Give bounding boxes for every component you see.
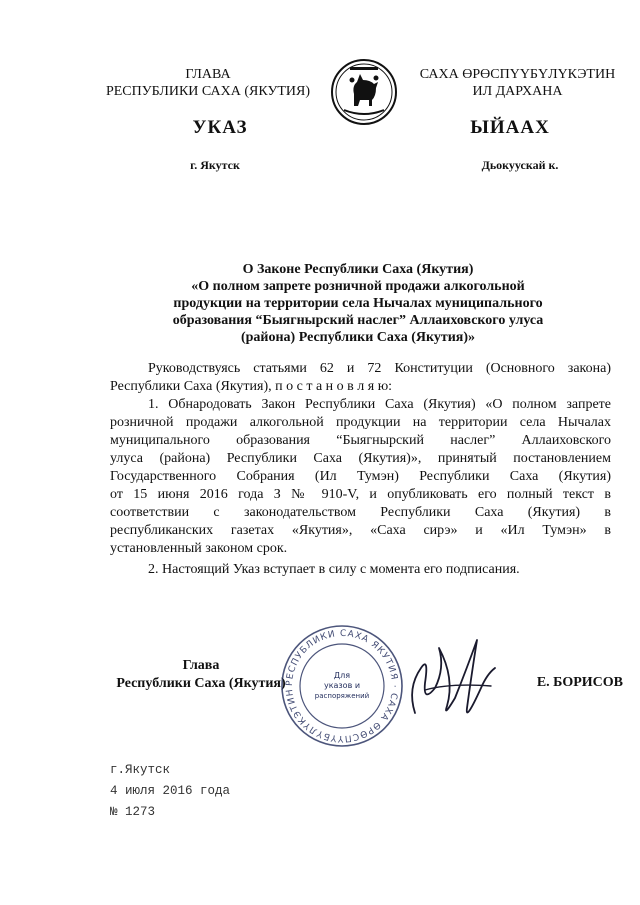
item1-line: от 15 июня 2016 года З № 910-V, и опубликовать его полный текст в xyxy=(110,487,611,502)
signatory-title xyxy=(106,657,296,693)
item1-line: соответствии с законодательством Республики Саха (Якутия) в xyxy=(110,505,611,520)
registration-footer xyxy=(110,760,230,823)
title-line: О Законе Республики Саха (Якутия) xyxy=(242,262,474,277)
header-left-line2: РЕСПУБЛИКИ САХА (ЯКУТИЯ) xyxy=(105,84,311,99)
item1-line: муниципального образования “Быягнырский наслег” Аллаиховского xyxy=(110,433,611,448)
header-right-line1: САХА ӨРӨСПҮҮБҮЛҮКЭТИН xyxy=(419,67,616,82)
title-line: «О полном запрете розничной продажи алкогольной xyxy=(191,279,525,294)
city-ru: г. Якутск xyxy=(190,158,240,172)
item2-line: 2. Настоящий Указ вступает в силу с момента его подписания. xyxy=(148,562,520,577)
title-line: продукции на территории села Нычалах муниципального xyxy=(173,296,543,311)
signatory-title-line: Республики Саха (Якутия) xyxy=(116,676,286,691)
preamble-line: Руководствуясь статьями 62 и 72 Конституции (Основного закона) xyxy=(148,361,611,376)
header-left-line1: ГЛАВА xyxy=(185,67,231,82)
header-left xyxy=(88,66,328,100)
document-title xyxy=(108,261,608,346)
preamble-line: Республики Саха (Якутия), п о с т а н о в л я ю: xyxy=(110,379,393,394)
item1-line: розничной продажи алкогольной продукции на территории села Нычалах xyxy=(110,415,611,430)
coat-of-arms-icon xyxy=(330,58,398,126)
stamp-ring-text: РЕСПУБЛИКИ САХА ЯКУТИЯ · САХА ӨРӨСПҮҮБҮЛҮКЭТИН xyxy=(284,628,400,744)
item1-line: Государственного Собрания (Ил Тумэн) Республики Саха (Якутия) xyxy=(110,469,611,484)
footer-city: г.Якутск xyxy=(110,763,171,777)
footer-number: № 1273 xyxy=(110,805,156,819)
handwritten-signature xyxy=(395,628,505,733)
stamp-center-line: распоряжений xyxy=(314,692,370,700)
title-line: образования “Быягнырский наслег” Аллаиховского улуса xyxy=(172,313,544,328)
signatory-title-line: Глава xyxy=(182,658,220,673)
footer-date: 4 июля 2016 года xyxy=(110,784,231,798)
item1-line: республиканских газетах «Якутия», «Саха сирэ» и «Ил Тумэн» в xyxy=(110,523,611,538)
city-sakha: Дьокуускай к. xyxy=(481,158,559,172)
item1-line: 1. Обнародовать Закон Республики Саха (Якутия) «О полном запрете xyxy=(148,397,611,412)
title-line: (района) Республики Саха (Якутия)» xyxy=(240,330,476,345)
document-body xyxy=(110,360,611,579)
item1-line: улуса (района) Республики Саха (Якутия)», принятый постановлением xyxy=(110,451,611,466)
official-stamp-icon xyxy=(278,622,406,750)
signatory-name: Е. БОРИСОВ xyxy=(536,675,623,690)
stamp-center-line: Для xyxy=(333,671,351,680)
item1-line: установленный законом срок. xyxy=(110,541,288,556)
header-right-line2: ИЛ ДАРХАНА xyxy=(472,84,563,99)
doc-type-sakha: ЫЙААХ xyxy=(470,117,550,138)
stamp-center-line: указов и xyxy=(323,681,361,690)
doc-type-ru: УКАЗ xyxy=(192,117,248,138)
header-right xyxy=(405,66,630,100)
